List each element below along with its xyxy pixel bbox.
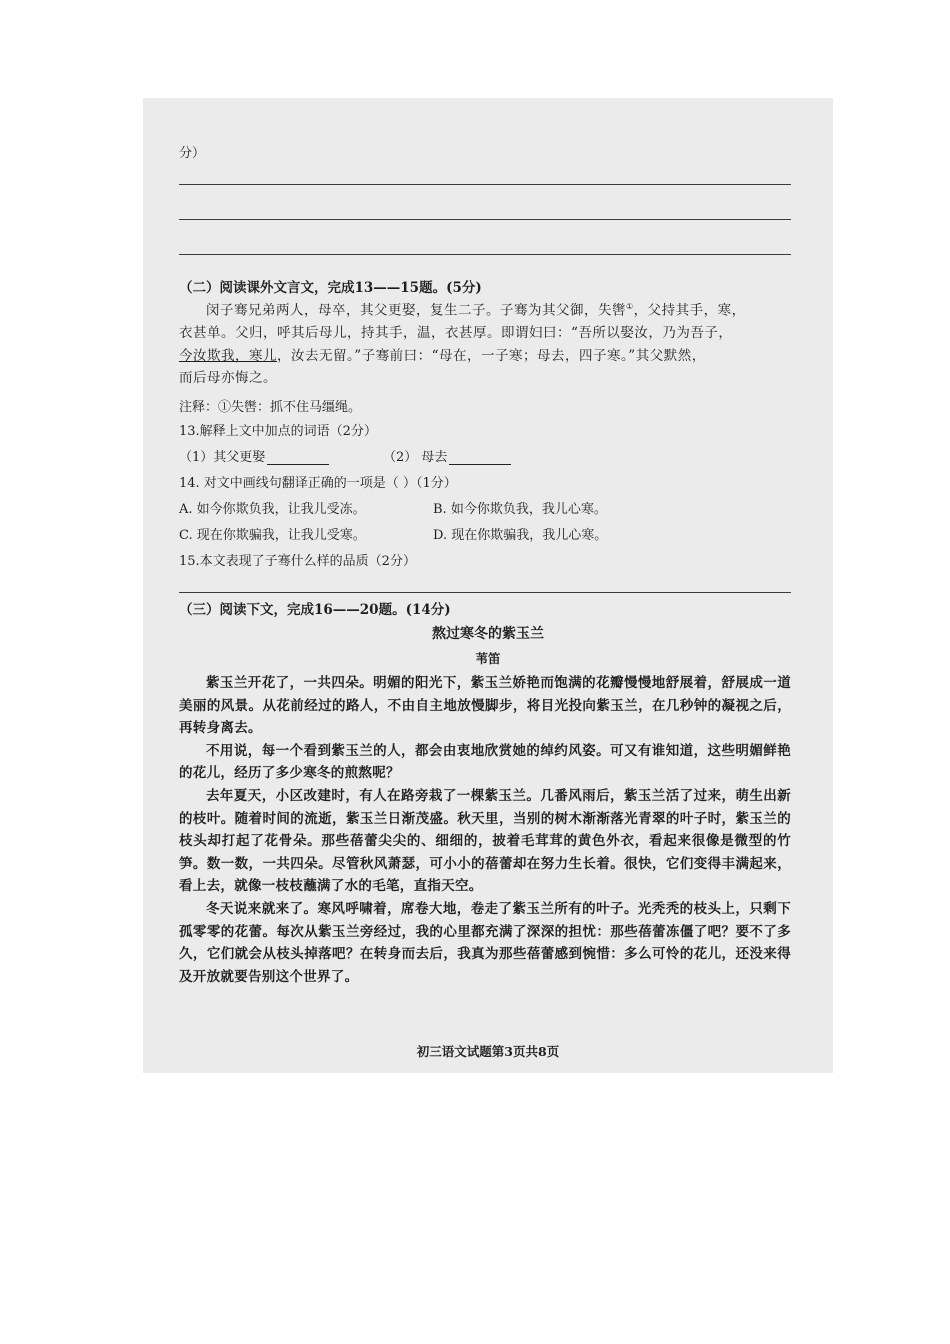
question-13: 13.解释上文中加点的词语（2分） — [179, 424, 377, 439]
q13-blank-1[interactable] — [267, 450, 329, 465]
q13-blank-2[interactable] — [449, 450, 511, 465]
article-paragraph: 不用说，每一个看到紫玉兰的人，都会由衷地欣赏她的绰约风姿。可又有谁知道，这些明媚鲜艳的花儿，经历了多少寒冬的煎熬呢？ — [179, 742, 791, 782]
score-tail: 分） — [179, 146, 206, 161]
text-line: 闵子骞兄弟两人，母卒，其父更娶，复生二子。子骞为其父御，失辔 — [206, 302, 626, 319]
option-d[interactable]: D. 现在你欺骗我，我儿心寒。 — [433, 528, 608, 543]
text-line: ，汝去无留。”子骞前曰：“母在，一子寒；母去，四子寒。”其父默然， — [277, 347, 706, 364]
option-c[interactable]: C. 现在你欺骗我，让我儿受寒。 — [179, 528, 366, 543]
text-line: 而后母亦悔之。 — [179, 370, 277, 386]
question-14: 14. 对文中画线句翻译正确的一项是（ ）（1分） — [179, 476, 457, 491]
text-line: 衣甚单。父归，呼其后母儿，持其手，温，衣甚厚。即谓妇曰：“吾所以娶汝，乃为吾子， — [179, 325, 733, 341]
classical-text — [179, 296, 791, 390]
note-mark: ① — [626, 302, 634, 311]
article-paragraph: 去年夏天，小区改建时，有人在路旁栽了一棵紫玉兰。几番风雨后，紫玉兰活了过来，萌生出新的枝叶。随着时间的流逝，紫玉兰日渐茂盛。秋天里，当别的树木渐渐落光青翠的叶子时，紫玉兰的枝头却打起了花骨朵。那些蓓蕾尖尖的、细细的，披着毛茸茸的黄色外衣，看起来很像是微型的竹笋。数一数，一共四朵。尽管秋风萧瑟，可小小的蓓蕾却在努力生长着。很快，它们变得丰满起来，看上去，就像一枝枝蘸满了水的毛笔，直指天空。 — [179, 787, 791, 895]
answer-line — [179, 592, 791, 593]
article-paragraph: 冬天说来就来了。寒风呼啸着，席卷大地，卷走了紫玉兰所有的叶子。光秃秃的枝头上，只剩下孤零零的花蕾。每次从紫玉兰旁经过，我的心里都充满了深深的担忧：那些蓓蕾冻僵了吧？要不了多久，它们就会从枝头掉落吧？在转身而去后，我真为那些蓓蕾感到惋惜：多么可怜的花儿，还没来得及开放就要告别这个世界了。 — [179, 900, 791, 985]
article-title: 熬过寒冬的紫玉兰 — [432, 626, 544, 642]
q13-item-label: （1）其父更娶 — [179, 450, 266, 465]
q13-item-2 — [383, 446, 511, 465]
question-15: 15.本文表现了子骞什么样的品质（2分） — [179, 554, 416, 569]
article-paragraph: 紫玉兰开花了，一共四朵。明媚的阳光下，紫玉兰娇艳而饱满的花瓣慢慢地舒展着，舒展成一道美丽的风景。从花前经过的路人，不由自主地放慢脚步，将目光投向紫玉兰，在几秒钟的凝视之后，再转身离去。 — [179, 675, 791, 737]
article-author: 苇笛 — [475, 651, 501, 666]
q13-item-label: （2） 母去 — [383, 450, 448, 465]
answer-line — [179, 184, 791, 185]
page-footer: 初三语文试题第3页共8页 — [416, 1044, 560, 1059]
scanned-exam-page — [143, 98, 833, 1073]
text-line: ，父持其手，寒， — [633, 302, 746, 319]
option-a[interactable]: A. 如今你欺负我，让我儿受冻。 — [179, 502, 366, 517]
option-b[interactable]: B. 如今你欺负我，我儿心寒。 — [433, 502, 607, 517]
section2-heading: （二）阅读课外文言文，完成13——15题。(5分) — [179, 280, 482, 296]
answer-line — [179, 219, 791, 220]
q13-item-1 — [179, 446, 329, 465]
annotation: 注释：①失辔：抓不住马缰绳。 — [179, 400, 362, 415]
underlined-sentence: 今汝欺我，寒儿 — [179, 347, 277, 364]
section3-heading: （三）阅读下文，完成16——20题。(14分) — [179, 602, 451, 618]
answer-line — [179, 254, 791, 255]
article-body — [179, 672, 791, 988]
